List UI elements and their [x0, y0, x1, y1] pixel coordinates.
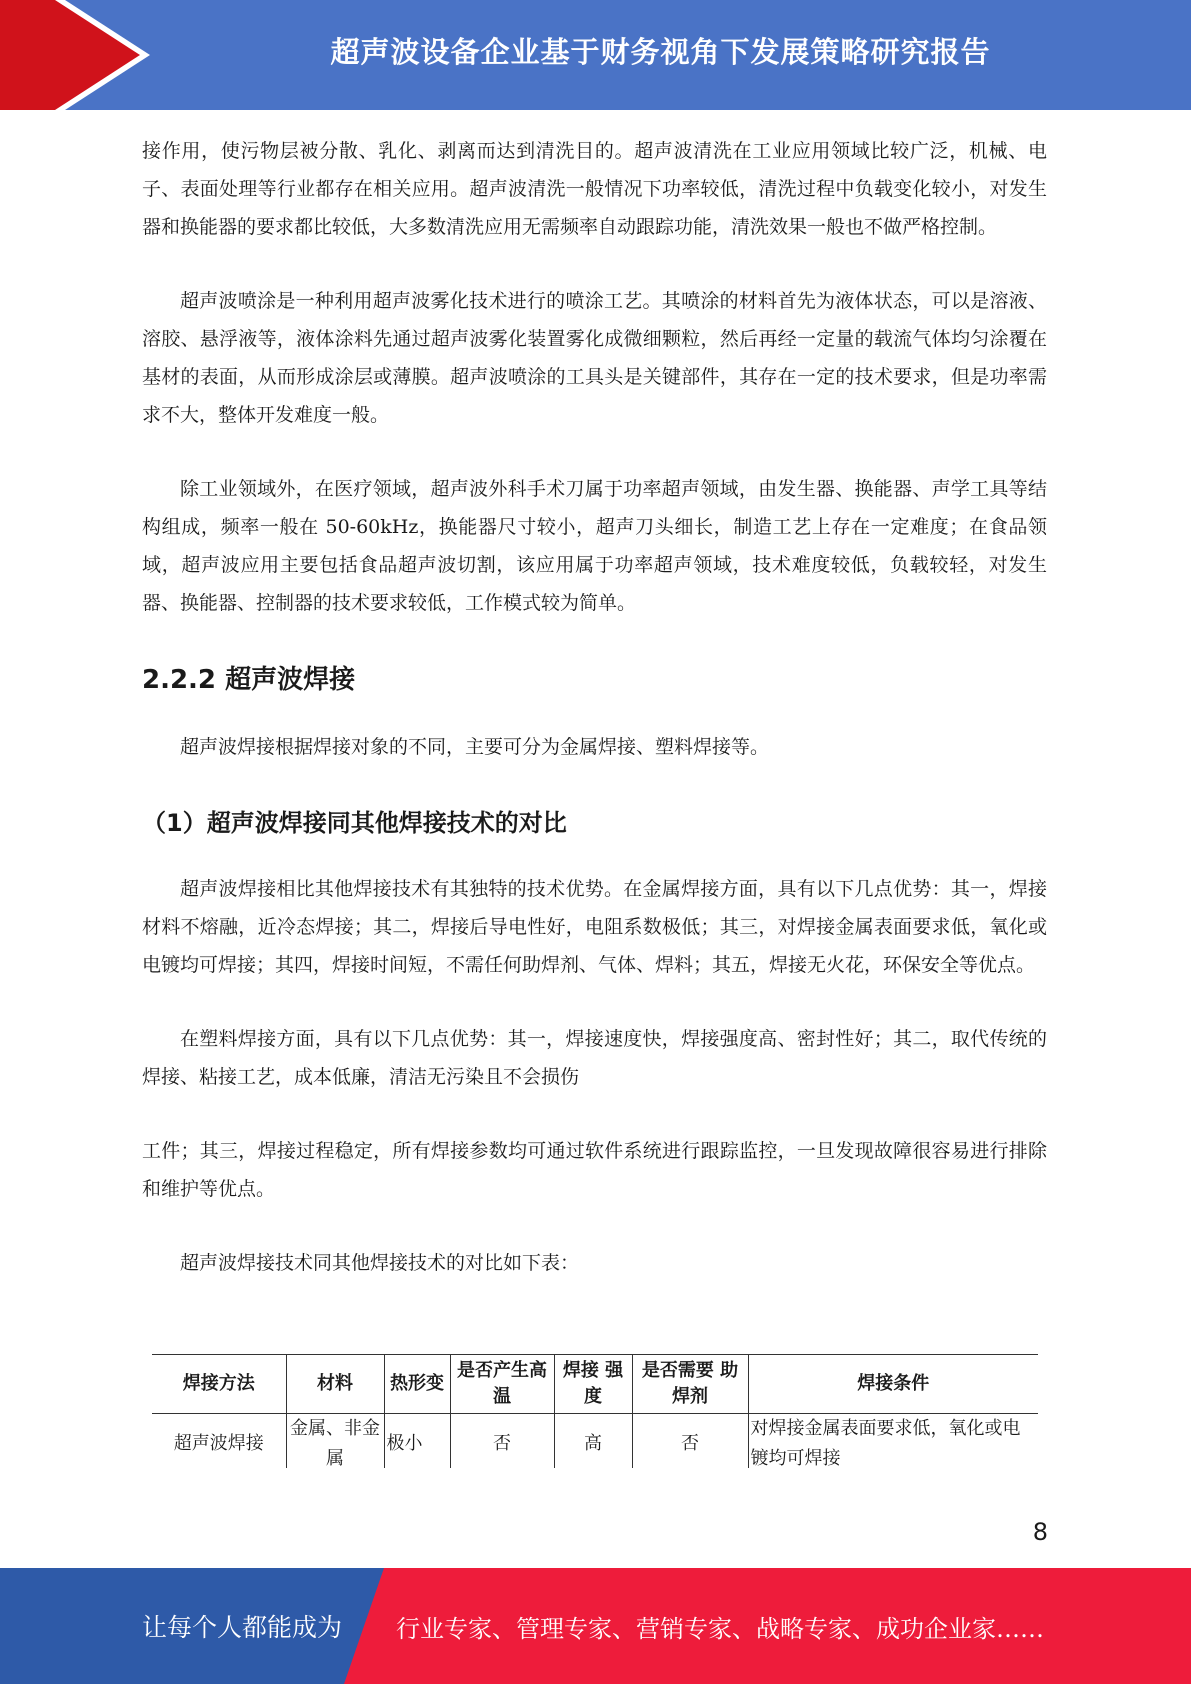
page-number: 8 [1032, 1518, 1048, 1546]
page-footer [0, 1568, 1191, 1684]
table-header-cell: 焊接方法 [152, 1355, 286, 1414]
footer-slogan-right: 行业专家、管理专家、营销专家、战略专家、成功企业家…… [396, 1614, 1044, 1643]
paragraph-welding-intro: 超声波焊接根据焊接对象的不同，主要可分为金属焊接、塑料焊接等。 [180, 736, 770, 758]
paragraph-plastic-welding-cont: 工件；其三，焊接过程稳定，所有焊接参数均可通过软件系统进行跟踪监控，一旦发现故障很容易进行排除和维护等优点。 [142, 1140, 1047, 1200]
table-cell: 金属、非金属 [286, 1414, 384, 1469]
paragraph-spraying: 超声波喷涂是一种利用超声波雾化技术进行的喷涂工艺。其喷涂的材料首先为液体状态，可以是溶液、溶胶、悬浮液等，液体涂料先通过超声波雾化装置雾化成微细颗粒，然后再经一定量的载流气体均匀涂覆在基材的表面，从而形成涂层或薄膜。超声波喷涂的工具头是关键部件，其存在一定的技术要求，但是功率需求不大，整体开发难度一般。 [142, 290, 1047, 426]
table-header-cell: 是否产生高温 [450, 1355, 554, 1414]
table-cell: 超声波焊接 [152, 1414, 286, 1469]
table-header-cell: 焊接 强度 [554, 1355, 632, 1414]
paragraph-cleaning: 接作用，使污物层被分散、乳化、剥离而达到清洗目的。超声波清洗在工业应用领域比较广泛，机械、电子、表面处理等行业都存在相关应用。超声波清洗一般情况下功率较低，清洗过程中负载变化较小，对发生器和换能器的要求都比较低，大多数清洗应用无需频率自动跟踪功能，清洗效果一般也不做严格控制。 [142, 140, 1047, 238]
table-cell: 极小 [384, 1414, 450, 1469]
paragraph-metal-welding: 超声波焊接相比其他焊接技术有其独特的技术优势。在金属焊接方面，具有以下几点优势：其一，焊接材料不熔融，近冷态焊接；其二，焊接后导电性好，电阻系数极低；其三，对焊接金属表面要求低，氧化或电镀均可焊接；其四，焊接时间短，不需任何助焊剂、气体、焊料；其五，焊接无火花，环保安全等优点。 [142, 878, 1047, 976]
footer-slogan-left: 让每个人都能成为 [142, 1613, 343, 1642]
table-cell: 对焊接金属表面要求低，氧化或电镀均可焊接 [748, 1414, 1038, 1469]
table-header-cell: 焊接条件 [748, 1355, 1038, 1414]
table-header-cell: 是否需要 助焊剂 [632, 1355, 748, 1414]
comparison-table-wrap [152, 1354, 1038, 1468]
subsection-heading: （1）超声波焊接同其他焊接技术的对比 [142, 809, 567, 837]
table-cell: 否 [450, 1414, 554, 1469]
table-header-cell: 热形变 [384, 1355, 450, 1414]
welding-comparison-table [152, 1354, 1038, 1468]
paragraph-table-intro: 超声波焊接技术同其他焊接技术的对比如下表： [180, 1252, 580, 1274]
page-header [0, 0, 1191, 110]
table-cell: 否 [632, 1414, 748, 1469]
table-header-row [152, 1355, 1038, 1414]
paragraph-plastic-welding: 在塑料焊接方面，具有以下几点优势：其一，焊接速度快，焊接强度高、密封性好；其二，取代传统的焊接、粘接工艺，成本低廉，清洁无污染且不会损伤 [142, 1028, 1047, 1088]
paragraph-medical-food: 除工业领域外，在医疗领域，超声波外科手术刀属于功率超声领域，由发生器、换能器、声学工具等结构组成，频率一般在 50-60kHz，换能器尺寸较小，超声刀头细长，制造工艺上存在一定难度；在食品领域，超声波应用主要包括食品超声波切割，该应用属于功率超声领域，技术难度较低，负载较轻，对发生器、换能器、控制器的技术要求较低，工作模式较为简单。 [142, 478, 1047, 614]
section-heading: 2.2.2 超声波焊接 [142, 665, 356, 695]
table-cell: 高 [554, 1414, 632, 1469]
table-header-cell: 材料 [286, 1355, 384, 1414]
document-body [142, 132, 1047, 1318]
table-row [152, 1414, 1038, 1469]
report-title: 超声波设备企业基于财务视角下发展策略研究报告 [330, 34, 991, 69]
